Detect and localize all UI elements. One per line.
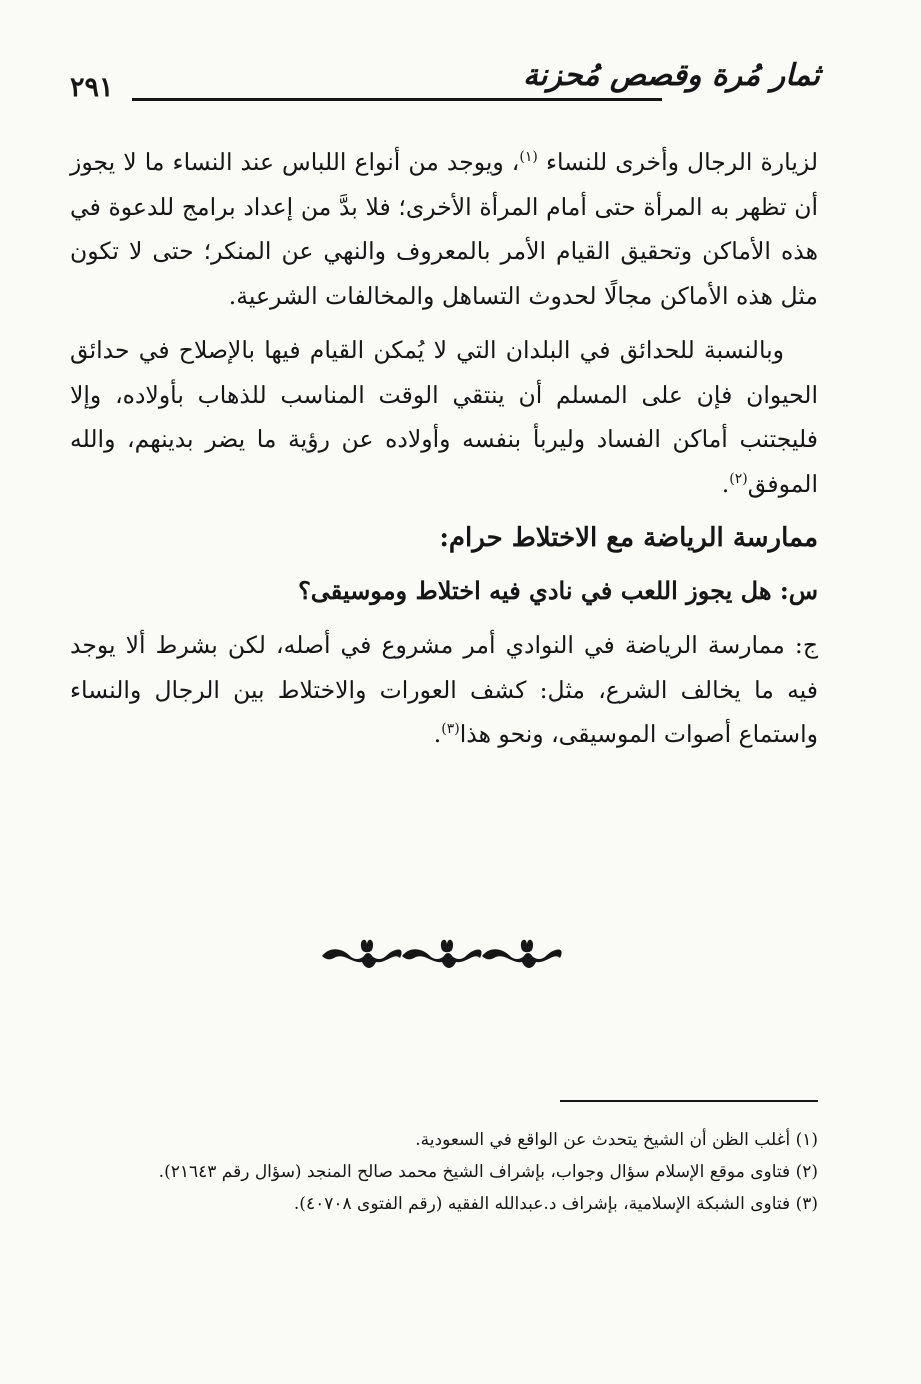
footnotes bbox=[120, 1124, 818, 1220]
footnote-2: (٢) فتاوى موقع الإسلام سؤال وجواب، بإشراف الشيخ محمد صالح المنجد (سؤال رقم ٢١٦٤٣). bbox=[158, 1162, 818, 1182]
paragraph-2-text: وبالنسبة للحدائق في البلدان التي لا يُمكن القيام فيها بالإصلاح في حدائق الحيوان فإن على المسلم أن ينتقي الوقت المناسب للذهاب بأولاده، وإلا فليجتنب أماكن الفساد وليربأ بنفسه وأولاده عن رؤية ما يضر بدينهم، والله الموفق bbox=[70, 336, 818, 498]
footnote-3: (٣) فتاوى الشبكة الإسلامية، بإشراف د.عبدالله الفقيه (رقم الفتوى ٤٠٧٠٨). bbox=[293, 1194, 818, 1214]
footnote-1: (١) أغلب الظن أن الشيخ يتحدث عن الواقع في السعودية. bbox=[415, 1130, 818, 1150]
footnote-ref-3: (٣) bbox=[441, 721, 460, 738]
answer-end: . bbox=[433, 720, 442, 748]
paragraph-1-rest: ، ويوجد من أنواع اللباس عند النساء ما لا يجوز أن تظهر به المرأة حتى أمام المرأة الأخرى؛ فلا بدَّ من إعداد برامج للدعوة في هذه الأماكن وتحقيق القيام الأمر بالمعروف والنهي عن المنكر؛ حتى لا تكون مثل هذه الأماكن مجالًا لحدوث التساهل والمخالفات الشرعية. bbox=[70, 148, 818, 310]
paragraph-1 bbox=[70, 140, 818, 318]
book-title: ثمار مُرة وقصص مُحزنة bbox=[522, 58, 820, 93]
page-header bbox=[60, 52, 820, 108]
paragraph-2-end: . bbox=[721, 469, 730, 498]
question: س: هل يجوز اللعب في نادي فيه اختلاط وموسيقى؟ bbox=[298, 575, 818, 605]
footnote-ref-1: (١) bbox=[519, 149, 538, 166]
paragraph-1-text: لزيارة الرجال وأخرى للنساء bbox=[545, 148, 818, 176]
footnote-ref-2: (٢) bbox=[729, 470, 748, 487]
answer-text: ج: ممارسة الرياضة في النوادي أمر مشروع في أصله، لكن بشرط ألا يوجد فيه ما يخالف الشرع، مثل: كشف العورات والاختلاط بين الرجال والنساء واستماع أصوات الموسيقى، ونحو هذا bbox=[70, 631, 818, 748]
footnote-rule bbox=[560, 1100, 818, 1102]
header-rule bbox=[132, 98, 662, 101]
answer bbox=[70, 623, 818, 757]
paragraph-2 bbox=[70, 328, 818, 506]
floral-ornament-icon bbox=[320, 930, 565, 978]
page-number: ٢٩١ bbox=[70, 72, 114, 103]
body-text bbox=[70, 140, 818, 767]
section-heading: ممارسة الرياضة مع الاختلاط حرام: bbox=[439, 523, 818, 553]
